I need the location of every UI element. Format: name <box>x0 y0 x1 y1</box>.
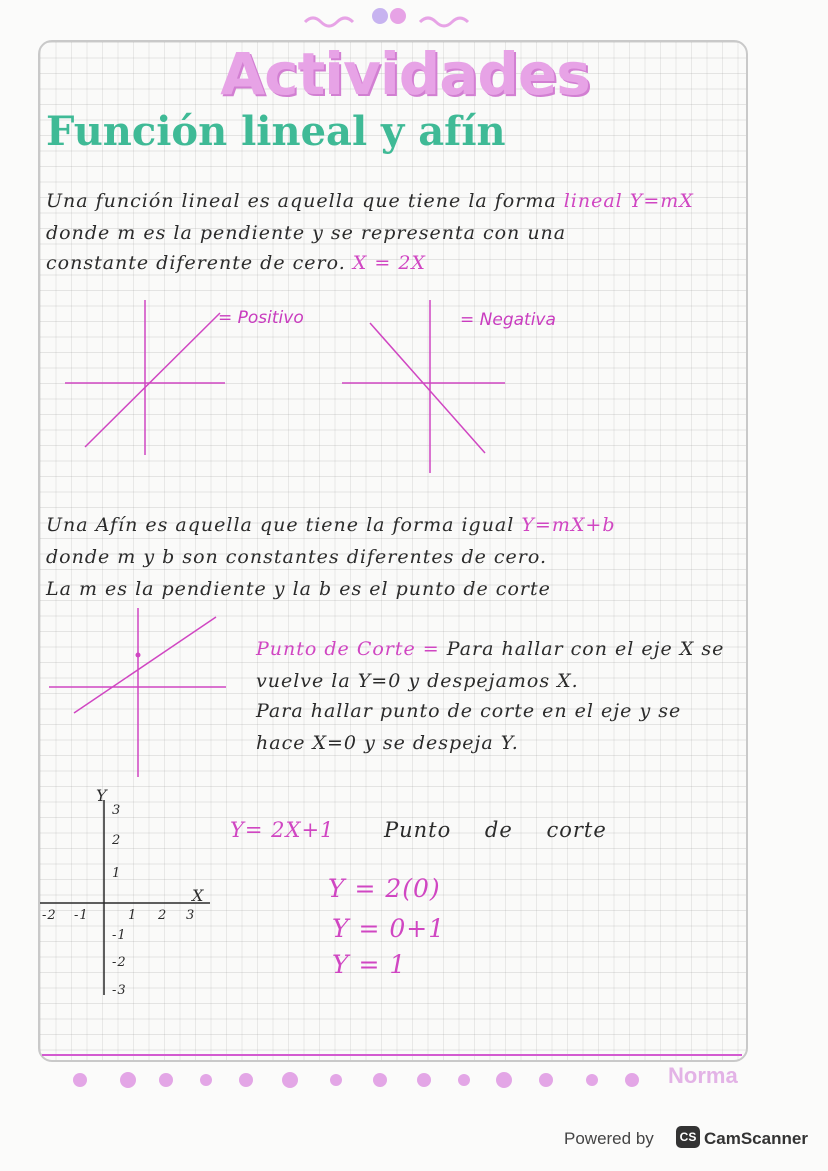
page-title: Actividades <box>220 40 590 108</box>
affine-graph-line <box>74 617 216 713</box>
linear-line-3-emphasis: X = 2X <box>352 252 426 274</box>
affine-text-line-2: donde m y b son constantes diferentes de cero. <box>46 546 548 568</box>
y-tick-label: 3 <box>112 803 122 818</box>
y-tick-label: -1 <box>112 928 127 943</box>
negative-graph-line <box>370 323 485 453</box>
affine-graph <box>46 605 231 780</box>
affine-line-1-text: Una Afín es aquella que tiene la forma igual <box>46 514 522 536</box>
example-step-1: Y = 2(0) <box>328 874 441 903</box>
positive-slope-graph <box>60 295 230 460</box>
x-tick-label: -2 <box>42 908 57 923</box>
x-tick-label: 3 <box>186 908 196 923</box>
affine-note-1-text: Para hallar con el eje X se <box>446 638 725 660</box>
affine-note-line-4: hace X=0 y se despeja Y. <box>256 732 519 754</box>
axis-x-letter: X <box>192 886 205 905</box>
affine-note-line-3: Para hallar punto de corte en el eje y se <box>256 700 682 722</box>
example-equation: Y= 2X+1 <box>230 818 335 842</box>
camscanner-icon: CS <box>676 1126 700 1148</box>
y-tick-label: -3 <box>112 983 127 998</box>
positive-graph-line <box>85 313 220 447</box>
powered-by-text: Powered by <box>564 1129 654 1148</box>
page-subtitle: Función lineal y afín <box>46 108 506 155</box>
axis-y-letter: Y <box>96 786 108 805</box>
x-tick-label: 2 <box>158 908 168 923</box>
linear-text-line-1 <box>46 190 694 212</box>
affine-line-1-emphasis: Y=mX+b <box>521 514 616 536</box>
linear-line-1-text: Una función lineal es aquella que tiene la forma <box>46 190 564 212</box>
example-axes <box>38 785 218 1000</box>
linear-text-line-2: donde m es la pendiente y se representa con una <box>46 222 567 244</box>
bottom-rule <box>42 1054 742 1056</box>
negative-label: = Negativa <box>460 310 556 330</box>
y-tick-label: 1 <box>112 866 122 881</box>
linear-text-line-3 <box>46 252 426 274</box>
example-step-3: Y = 1 <box>332 950 407 979</box>
example-step-2: Y = 0+1 <box>332 914 446 943</box>
y-tick-label: 2 <box>112 833 122 848</box>
affine-text-line-1 <box>46 514 615 536</box>
footer-decoration <box>40 1062 750 1098</box>
top-decoration <box>300 2 480 34</box>
x-tick-label: 1 <box>128 908 138 923</box>
example-heading: Punto de corte <box>384 818 607 842</box>
positive-label: = Positivo <box>218 308 304 328</box>
affine-text-line-3: La m es la pendiente y la b es el punto de corte <box>46 578 551 600</box>
linear-line-1-emphasis: lineal Y=mX <box>563 190 694 212</box>
x-tick-label: -1 <box>74 908 89 923</box>
y-tick-label: -2 <box>112 955 127 970</box>
affine-note-emphasis: Punto de Corte = <box>256 638 447 660</box>
linear-line-3-text: constante diferente de cero. <box>46 252 353 274</box>
notebook-brand-logo: Norma <box>668 1063 738 1088</box>
camscanner-name: CamScanner <box>704 1129 808 1148</box>
affine-intercept-point <box>136 653 141 658</box>
affine-note-line-2: vuelve la Y=0 y despejamos X. <box>256 670 579 692</box>
affine-note-line-1 <box>256 638 724 660</box>
